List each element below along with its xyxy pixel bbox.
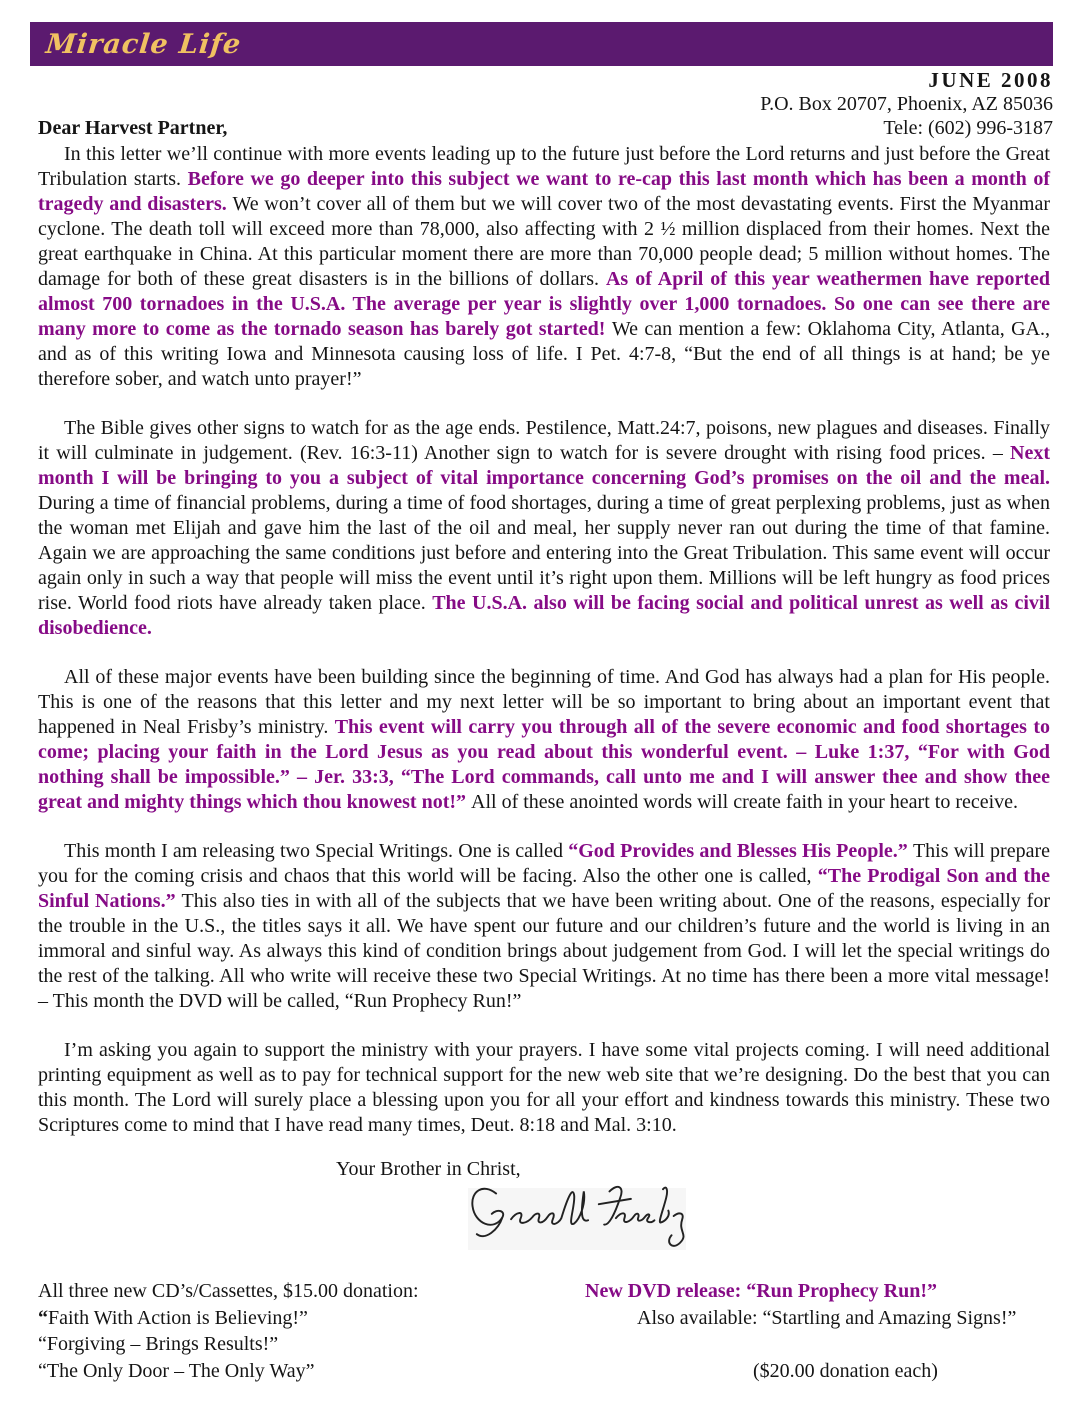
text-segment: All of these anointed words will create faith in your heart to receive.	[471, 791, 1019, 813]
text-segment: “God Provides and Blesses His People.”	[568, 840, 913, 862]
text-segment: “Forgiving – Brings Results!”	[38, 1333, 279, 1355]
paragraph	[38, 665, 1050, 815]
text-segment: “	[38, 1306, 48, 1329]
text-segment: We can mention a few: Oklahoma City, Atlanta, GA., and as of this writing Iowa and Minnesota causing loss of life. I Pet. 4:7-8, “But the end of all things is at hand; be ye therefore sober, and watch unto prayer!”	[38, 318, 1051, 390]
footer-dvd-list	[585, 1278, 1050, 1385]
signature	[468, 1188, 686, 1250]
mailing-address: P.O. Box 20707, Phoenix, AZ 85036	[760, 93, 1053, 115]
text-segment: During a time of financial problems, during a time of food shortages, during a time of great perplexing problems, just as when the woman met Elijah and gave him the last of the oil and meal, her supply never ran out during the time of that famine. Again we are approaching the same conditions just before and entering into the Great Tribulation. This same event will occur again only in such a way that people will miss the event until it’s right upon them. Millions will be left hungry as food prices rise. World food riots have already taken place.	[38, 492, 1050, 614]
paragraph	[38, 1038, 1050, 1138]
text-segment: In this letter we’ll continue with more events leading up to the future just before the Lord returns and just before the Great Tribulation starts.	[38, 143, 1050, 190]
salutation: Dear Harvest Partner,	[38, 117, 228, 139]
letter-header	[38, 68, 1053, 140]
footer-line	[38, 1331, 585, 1358]
text-segment: ($20.00 donation each)	[753, 1360, 938, 1382]
text-segment: Before we go deeper into this subject we want to re-cap this last month which has been a month of tragedy and disasters.	[38, 168, 1050, 215]
text-segment: All three new CD’s/Cassettes, $15.00 donation:	[38, 1280, 419, 1302]
signature-handwriting-icon	[464, 1174, 694, 1258]
closing-line: Your Brother in Christ,	[336, 1158, 521, 1180]
text-segment: This will prepare you for the coming crisis and chaos that this world will be facing. Also the other one is called,	[38, 840, 1050, 887]
footer-cd-list	[38, 1278, 585, 1385]
text-segment: “The Prodigal Son and the Sinful Nations.”	[38, 865, 1050, 912]
text-segment: The Bible gives other signs to watch for as the age ends. Pestilence, Matt.24:7, poisons, new plagues and diseases. Finally it will culminate in judgement. (Rev. 16:3-11) Another sign to watch for is severe drought with rising food prices. –	[38, 417, 1050, 464]
text-segment: New DVD release: “Run Prophecy Run!”	[585, 1280, 938, 1302]
text-segment: Faith With Action is Believing!”	[48, 1306, 308, 1329]
letter-body	[38, 142, 1050, 1162]
paragraph	[38, 839, 1050, 1014]
footer-line	[753, 1358, 1050, 1385]
text-segment: “The Only Door – The Only Way”	[38, 1359, 315, 1382]
text-segment: We won’t cover all of them but we will cover two of the most devastating events. First the Myanmar cyclone. The death toll will exceed more than 78,000, also affecting with 2 ½ million displaced from their homes. Next the great earthquake in China. At this particular moment there are more than 70,000 people dead; 5 million without homes. The damage for both of these great disasters is in the billions of dollars.	[38, 193, 1050, 290]
text-segment: Next month I will be bringing to you a subject of vital importance concerning God’s promises on the oil and the meal.	[38, 442, 1050, 489]
text-segment: I’m asking you again to support the ministry with your prayers. I have some vital projects coming. I will need additional printing equipment as well as to pay for technical support for the new web site that we’re designing. Do the best that you can this month. The Lord will surely place a blessing upon you for all your effort and kindness towards this ministry. These two Scriptures come to mind that I have read many times, Deut. 8:18 and Mal. 3:10.	[38, 1039, 1050, 1136]
text-segment: Also available: “Startling and Amazing Signs!”	[637, 1306, 1017, 1329]
brand-banner	[30, 22, 1053, 66]
footer-line	[637, 1305, 1050, 1332]
text-segment: All of these major events have been building since the beginning of time. And God has always had a plan for His people. This is one of the reasons that this letter and my next letter will be so important to bring about an important event that happened in Neal Frisby’s ministry.	[38, 666, 1050, 738]
footer-line	[38, 1358, 585, 1385]
brand-script-logo: Miracle Life	[44, 28, 243, 60]
paragraph	[38, 416, 1050, 641]
issue-date: JUNE 2008	[928, 68, 1053, 92]
text-segment: This event will carry you through all of the severe economic and food shortages to come; placing your faith in the Lord Jesus as you read about this wonderful event. – Luke 1:37, “For with God nothing shall be impossible.” – Jer. 33:3, “The Lord commands, call unto me and I will answer thee and show thee great and mighty things which thou knowest not!”	[38, 716, 1050, 813]
footer	[38, 1278, 1050, 1385]
phone-number: Tele: (602) 996-3187	[883, 117, 1053, 139]
text-segment: This month I am releasing two Special Writings. One is called	[64, 840, 569, 862]
footer-line	[585, 1278, 1050, 1305]
footer-line	[38, 1305, 585, 1332]
text-segment: The U.S.A. also will be facing social and political unrest as well as civil disobedience.	[38, 592, 1051, 639]
text-segment: This also ties in with all of the subjects that we have been writing about. One of the reasons, especially for the trouble in the U.S., the titles says it all. We have spent our future and our children’s future and the world is living in an immoral and sinful way. As always this kind of condition brings about judgement from God. I will let the special writings do the rest of the talking. All who write will receive these two Special Writings. At no time has there been a more vital message! – This month the DVD will be called, “Run Prophecy Run!”	[38, 890, 1050, 1012]
text-segment: As of April of this year weathermen have reported almost 700 tornadoes in the U.S.A. The average per year is slightly over 1,000 tornadoes. So one can see there are many more to come as the tornado season has barely got started!	[38, 268, 1050, 340]
footer-line	[38, 1278, 585, 1305]
paragraph	[38, 142, 1050, 392]
